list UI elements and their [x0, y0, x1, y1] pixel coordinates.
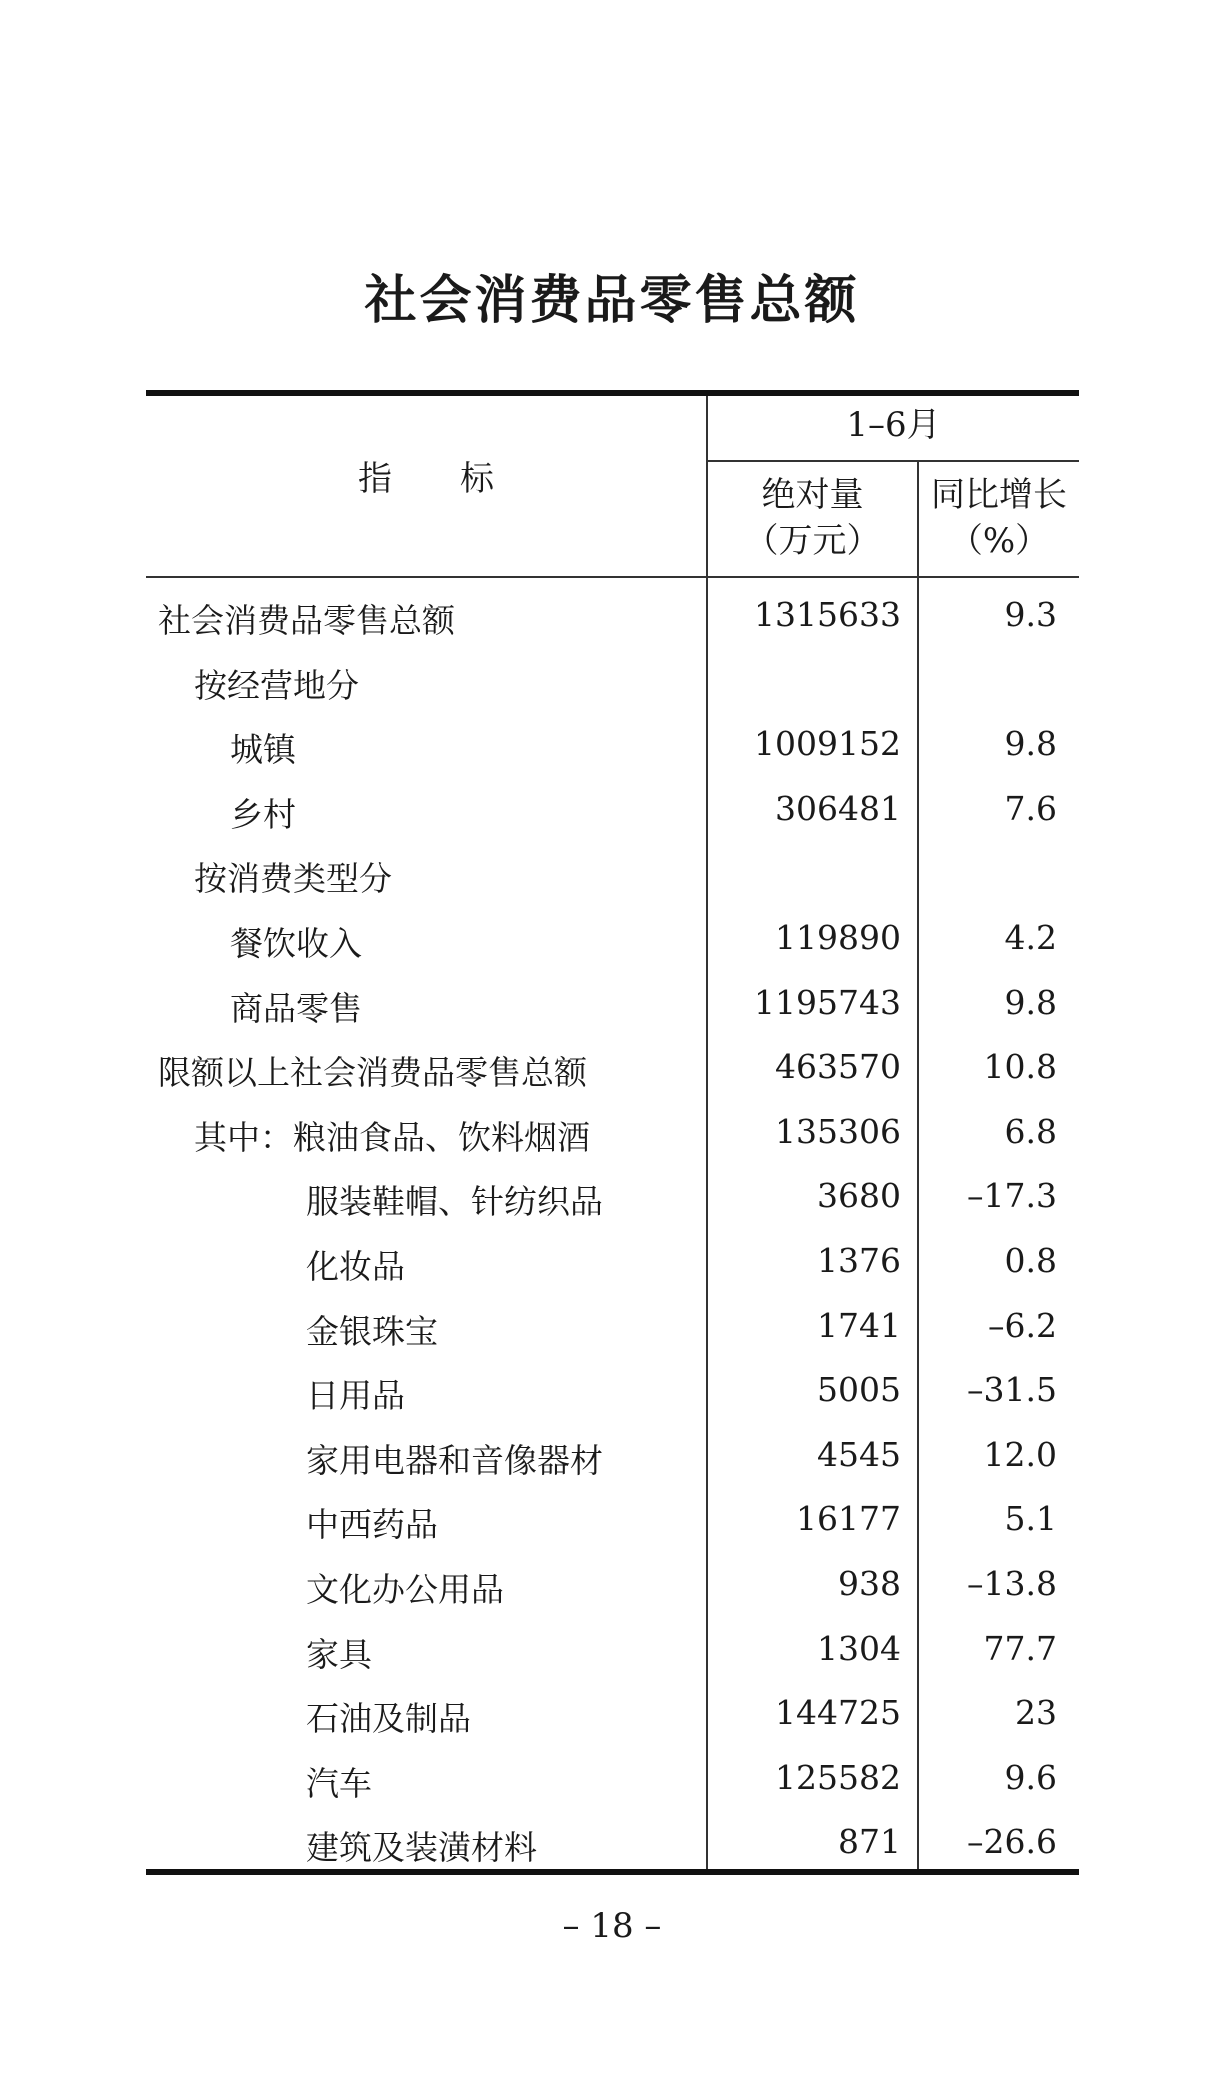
row-abs-value: 1315633: [754, 595, 901, 634]
row-label: 按消费类型分: [194, 859, 392, 899]
table-row: [146, 781, 1079, 846]
table-row: [146, 1168, 1079, 1233]
row-yoy-value: 9.8: [1004, 724, 1057, 764]
row-yoy-value: 77.7: [983, 1628, 1057, 1668]
row-abs-value: 3680: [817, 1176, 901, 1216]
row-yoy-value: 5.1: [1004, 1499, 1057, 1539]
indicator-header: 指 标: [358, 459, 494, 499]
row-abs-value: 4545: [817, 1434, 901, 1474]
row-label: 中西药品: [306, 1505, 438, 1545]
table-row: [146, 910, 1079, 975]
row-abs-value: 1195743: [754, 982, 901, 1022]
table-bottom-rule: [146, 1869, 1079, 1875]
row-yoy-value: 12.0: [983, 1434, 1057, 1474]
table-row: [146, 1685, 1079, 1750]
row-label: 按经营地分: [194, 665, 359, 705]
row-label: 金银珠宝: [306, 1311, 438, 1351]
page-title: 社会消费品零售总额: [364, 271, 860, 331]
row-yoy-value: 23: [1015, 1693, 1057, 1733]
row-abs-value: 144725: [775, 1693, 901, 1733]
table-row: [146, 716, 1079, 781]
row-label: 限额以上社会消费品零售总额: [158, 1053, 587, 1093]
header-bottom-rule: [146, 576, 1079, 578]
table-row: [146, 1556, 1079, 1621]
row-label: 餐饮收入: [230, 923, 362, 963]
row-label: 服装鞋帽、针纺织品: [306, 1182, 603, 1222]
row-label: 石油及制品: [306, 1699, 471, 1739]
yoy-header-line2: （%）: [948, 521, 1050, 561]
row-abs-value: 125582: [775, 1757, 901, 1797]
row-yoy-value: 9.6: [1004, 1757, 1057, 1797]
row-label: 化妆品: [306, 1246, 405, 1286]
row-label: 乡村: [230, 794, 296, 834]
row-yoy-value: –6.2: [988, 1305, 1057, 1345]
row-yoy-value: –26.6: [967, 1822, 1057, 1862]
row-abs-value: 1376: [817, 1240, 901, 1280]
row-label: 城镇: [230, 730, 296, 770]
abs-header-line2: （万元）: [744, 521, 881, 561]
table-row: [146, 1104, 1079, 1169]
row-abs-value: 135306: [775, 1111, 901, 1151]
row-label: 社会消费品零售总额: [158, 601, 455, 640]
table-row: [146, 1362, 1079, 1427]
table-row: [146, 1298, 1079, 1363]
table-row: [146, 1491, 1079, 1556]
abs-header-line1: 绝对量: [761, 475, 864, 515]
row-label: 日用品: [306, 1376, 405, 1416]
table-top-rule: [146, 390, 1079, 396]
row-yoy-value: 6.8: [1004, 1111, 1057, 1151]
row-yoy-value: 10.8: [983, 1047, 1057, 1087]
row-label: 其中：粮油食品、饮料烟酒: [194, 1117, 590, 1157]
row-label: 家用电器和音像器材: [306, 1440, 603, 1480]
table-row: [146, 1039, 1079, 1104]
row-abs-value: 871: [838, 1822, 901, 1862]
table-row: [146, 975, 1079, 1040]
row-abs-value: 16177: [796, 1499, 901, 1539]
row-yoy-value: 0.8: [1004, 1240, 1057, 1280]
yoy-header-line1: 同比增长: [931, 475, 1067, 515]
row-abs-value: 5005: [817, 1370, 901, 1410]
table-row: [146, 652, 1079, 717]
row-yoy-value: –31.5: [967, 1370, 1057, 1410]
table-row: [146, 845, 1079, 910]
row-yoy-value: –17.3: [967, 1176, 1057, 1216]
table-row: [146, 1621, 1079, 1686]
row-label: 商品零售: [230, 988, 362, 1028]
row-yoy-value: –13.8: [967, 1563, 1057, 1603]
row-abs-value: 938: [838, 1563, 901, 1603]
row-abs-value: 1304: [817, 1628, 901, 1668]
row-abs-value: 1009152: [754, 724, 901, 764]
row-label: 文化办公用品: [306, 1569, 504, 1609]
period-header: 1–6月: [846, 405, 941, 445]
table-row: [146, 1750, 1079, 1815]
row-yoy-value: 7.6: [1004, 788, 1057, 828]
table-row: [146, 587, 1079, 652]
table-row: [146, 1427, 1079, 1492]
row-abs-value: 119890: [775, 917, 901, 957]
row-label: 建筑及装潢材料: [306, 1828, 537, 1868]
page-number: – 18 –: [562, 1906, 662, 1946]
row-label: 家具: [306, 1634, 372, 1674]
row-abs-value: 306481: [775, 788, 901, 828]
table-row: [146, 1233, 1079, 1298]
row-label: 汽车: [306, 1763, 372, 1803]
row-abs-value: 1741: [817, 1305, 901, 1345]
row-yoy-value: 9.8: [1004, 982, 1057, 1022]
row-yoy-value: 4.2: [1004, 917, 1057, 957]
row-yoy-value: 9.3: [1004, 595, 1057, 634]
table-body: [146, 587, 1079, 1879]
row-abs-value: 463570: [775, 1047, 901, 1087]
period-underline: [706, 460, 1079, 462]
